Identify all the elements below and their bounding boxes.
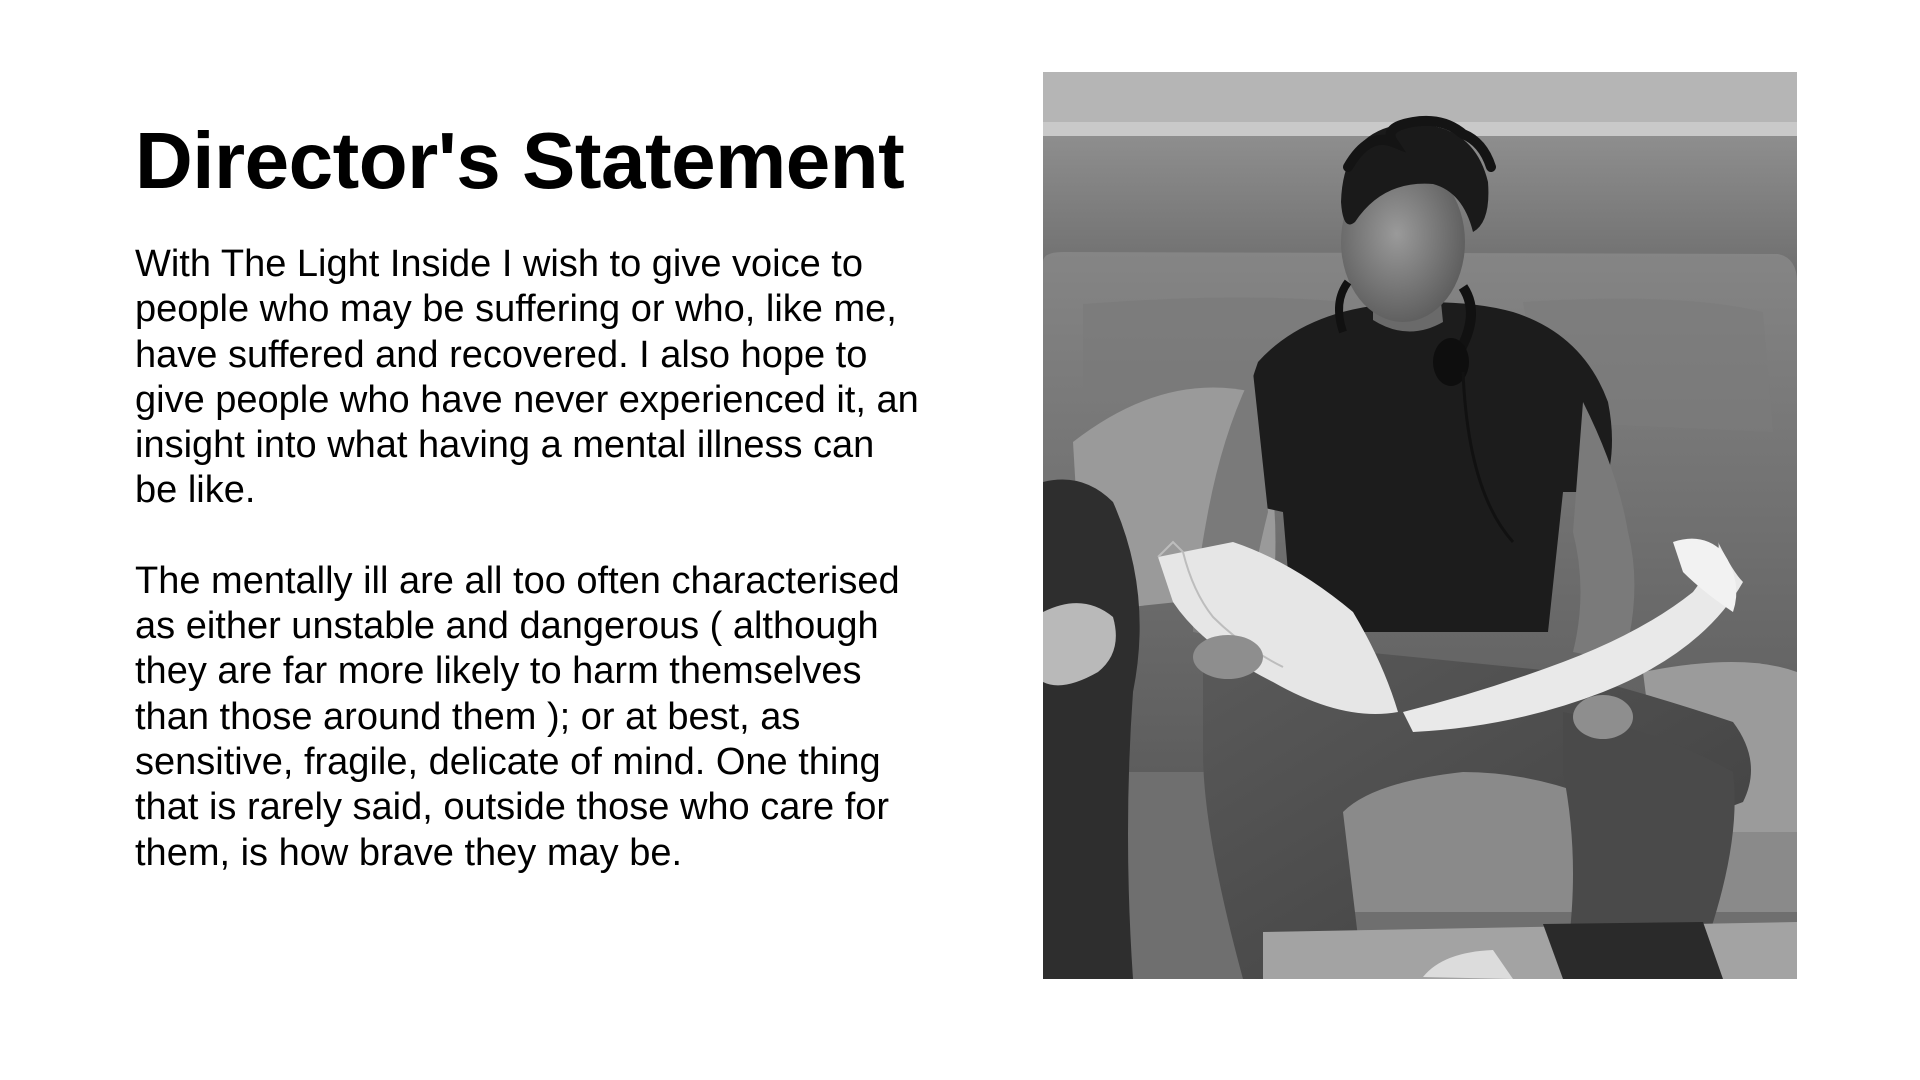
- person-reading-script-photo-icon: [1043, 72, 1797, 979]
- statement-paragraph-1: With The Light Inside I wish to give voice to people who may be suffering or who, like me, have suffered and recovered. I also hope to give people who have never experienced it, an insight into what having a mental illness can be like.: [135, 243, 919, 512]
- statement-paragraph-2: The mentally ill are all too often characterised as either unstable and dangerous ( although they are far more likely to harm themselves than those around them ); or at best, as sensitive, fragile, delicate of mind. One thing that is rarely said, outside those who care for them, is how brave they may be.: [135, 559, 900, 874]
- statement-body: [135, 242, 955, 876]
- director-photo: [1043, 72, 1797, 979]
- page-title: Director's Statement: [135, 116, 905, 205]
